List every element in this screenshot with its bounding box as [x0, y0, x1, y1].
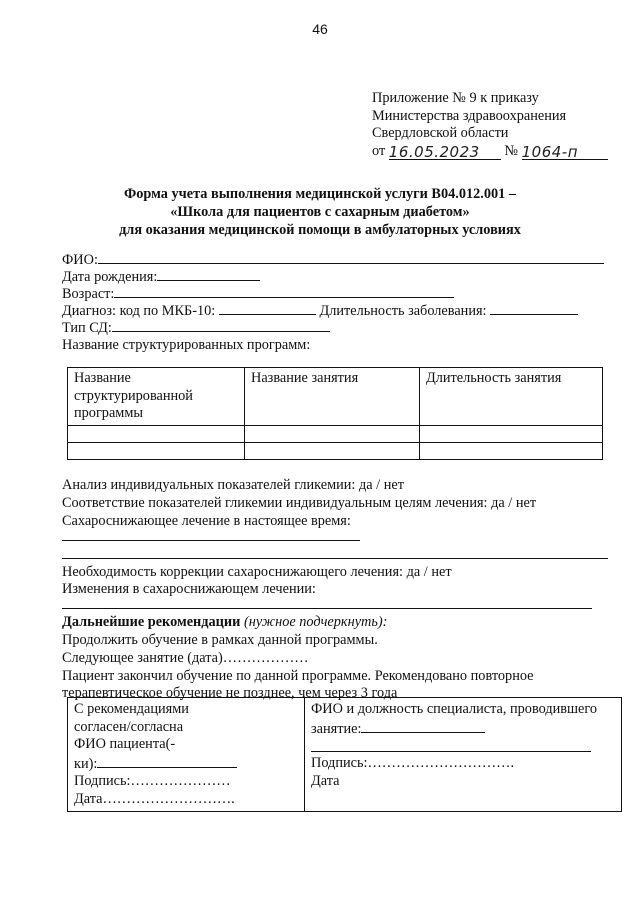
- table-cell[interactable]: [245, 442, 420, 459]
- patient-date[interactable]: Дата……………………….: [74, 790, 235, 807]
- program-table-header-row: [68, 368, 603, 426]
- fio-label: ФИО:: [62, 252, 98, 268]
- appendix-date-line: [372, 143, 608, 161]
- patient-agree-line-1: С рекомендациями: [74, 701, 189, 717]
- signature-table: [67, 697, 622, 812]
- age-field[interactable]: [114, 284, 454, 298]
- birth-date-field[interactable]: [157, 267, 260, 281]
- duration-label: Длительность заболевания:: [319, 303, 487, 319]
- patient-fio-field[interactable]: [97, 754, 237, 768]
- specialist-signature[interactable]: Подпись:………………………….: [311, 755, 515, 771]
- recommendations-heading-row: [62, 614, 387, 631]
- specialist-extra-row: [311, 738, 615, 755]
- fio-field[interactable]: [98, 250, 604, 264]
- appendix-line-3: Свердловской области: [372, 125, 509, 141]
- appendix-number-handwritten: 1064-п: [521, 143, 579, 161]
- table-row: [68, 442, 603, 459]
- table-cell[interactable]: [245, 425, 420, 442]
- diabetes-type-row: [62, 318, 330, 337]
- table-cell[interactable]: [420, 442, 603, 459]
- program-table: [67, 367, 603, 460]
- appendix-number-label: №: [504, 142, 519, 159]
- signature-row: [68, 698, 622, 812]
- glycemia-targets: Соответствие показателей гликемии индивидуальным целям лечения: да / нет: [62, 495, 537, 511]
- age-label: Возраст:: [62, 286, 115, 302]
- form-title-line-2: «Школа для пациентов с сахарным диабетом»: [170, 204, 470, 220]
- diabetes-type-label: Тип СД:: [62, 320, 112, 336]
- specialist-fio-line-1: ФИО и должность специалиста, проводившего: [311, 701, 598, 717]
- treatment-changes-label: Изменения в сахароснижающем лечении:: [62, 581, 316, 597]
- recommendation-completed-line-1: Пациент закончил обучение по данной программе. Рекомендовано повторное: [62, 668, 534, 684]
- table-cell[interactable]: [420, 425, 603, 442]
- specialist-fio-label: занятие:: [311, 720, 362, 737]
- recommendations-hint: (нужное подчеркнуть):: [243, 614, 388, 630]
- patient-agree-line-2: согласен/согласна: [74, 718, 184, 735]
- patient-signature-cell: [68, 698, 305, 812]
- specialist-signature-cell: [305, 698, 622, 812]
- current-treatment-line-1[interactable]: [62, 540, 360, 541]
- duration-field[interactable]: [490, 301, 578, 315]
- form-title-line-3: для оказания медицинской помощи в амбулаторных условиях: [119, 222, 521, 238]
- table-row: [68, 425, 603, 442]
- current-treatment-label: Сахароснижающее лечение в настоящее время:: [62, 513, 351, 529]
- birth-date-label: Дата рождения:: [62, 269, 158, 285]
- appendix-line-2: Министерства здравоохранения: [372, 107, 567, 124]
- specialist-fio-field[interactable]: [361, 719, 485, 733]
- page-number: 46: [312, 21, 328, 37]
- patient-signature[interactable]: Подпись:…………………: [74, 773, 231, 789]
- diagnosis-code-field[interactable]: [219, 301, 316, 315]
- correction-need: Необходимость коррекции сахароснижающего лечения: да / нет: [62, 564, 452, 580]
- appendix-number-field: [522, 144, 608, 160]
- form-title-line-1: Форма учета выполнения медицинской услуги В04.012.001 –: [123, 186, 517, 202]
- table-cell[interactable]: [68, 425, 245, 442]
- appendix-date-field: [389, 144, 501, 160]
- recommendations-heading: Дальнейшие рекомендации: [62, 614, 241, 630]
- appendix-line-1: Приложение № 9 к приказу: [372, 90, 539, 106]
- table-cell[interactable]: [68, 442, 245, 459]
- appendix-date-handwritten: 16.05.2023: [388, 143, 480, 161]
- diabetes-type-field[interactable]: [112, 318, 330, 332]
- patient-fio-row: [74, 754, 298, 774]
- specialist-date[interactable]: Дата: [311, 772, 340, 789]
- header-lesson-name: Название занятия: [245, 368, 420, 426]
- treatment-changes-line[interactable]: [62, 608, 592, 609]
- appendix-from-label: от: [372, 142, 386, 159]
- programs-name-label: Название структурированных программ:: [62, 337, 311, 353]
- current-treatment-line-2[interactable]: [62, 558, 608, 559]
- glycemia-analysis: Анализ индивидуальных показателей гликемии: да / нет: [62, 477, 404, 493]
- patient-fio-line-1: ФИО пациента(-: [74, 736, 176, 752]
- recommendation-continue: Продолжить обучение в рамках данной программы.: [62, 632, 378, 648]
- header-program-name: Название структурированной программы: [68, 368, 245, 426]
- specialist-extra-line[interactable]: [311, 738, 591, 752]
- recommendation-completed-line-2: терапевтическое обучение не позднее, чем через 3 года: [62, 685, 398, 701]
- appendix-block: [372, 90, 608, 160]
- patient-fio-label: ки):: [74, 755, 98, 772]
- recommendation-next-lesson: Следующее занятие (дата)………………: [62, 650, 309, 666]
- diagnosis-label: Диагноз: код по МКБ-10:: [62, 303, 216, 319]
- header-lesson-duration: Длительность занятия: [420, 368, 603, 426]
- specialist-fio-row: [311, 719, 615, 739]
